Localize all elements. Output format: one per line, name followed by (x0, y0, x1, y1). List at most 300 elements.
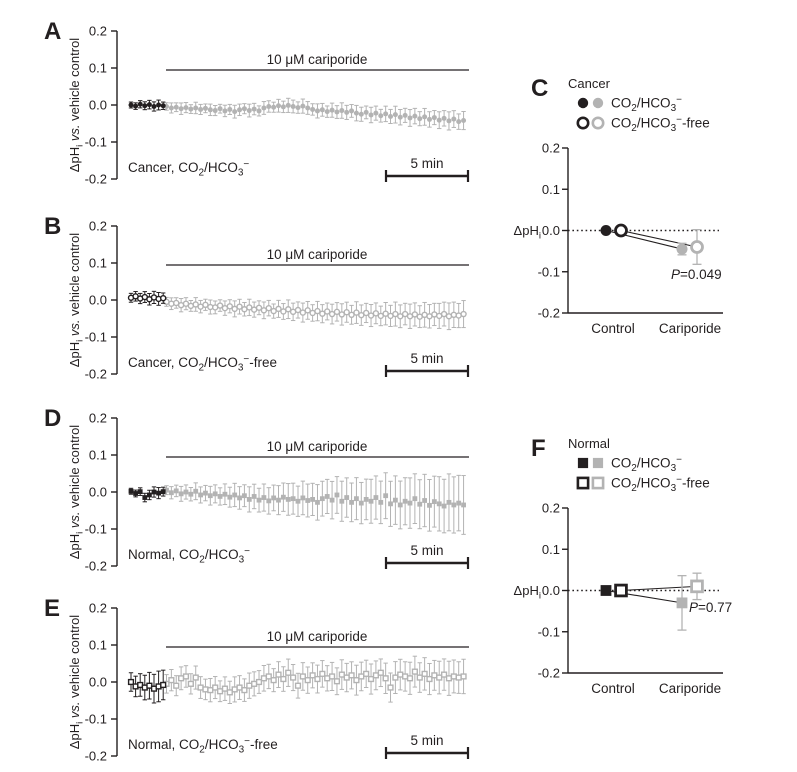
data-point (237, 107, 242, 112)
data-point (310, 497, 315, 502)
data-point (447, 500, 452, 505)
data-point (133, 104, 138, 109)
data-point (291, 675, 296, 680)
data-point (147, 102, 152, 107)
data-point (437, 675, 442, 680)
data-point (374, 495, 379, 500)
data-point (692, 242, 703, 253)
data-point (286, 307, 291, 312)
data-point (325, 109, 330, 114)
data-point (422, 671, 427, 676)
data-point (208, 107, 213, 112)
y-tick-label: -0.1 (84, 521, 107, 537)
data-point (291, 104, 296, 109)
data-point (388, 501, 393, 506)
series-cariporide (164, 297, 466, 329)
data-point (427, 503, 432, 508)
data-point (437, 501, 442, 506)
data-point (320, 107, 325, 112)
data-point (142, 103, 147, 108)
data-point (461, 503, 466, 508)
data-point (295, 307, 300, 312)
data-point (169, 490, 174, 495)
data-point (138, 489, 143, 494)
data-point (374, 673, 379, 678)
data-point (257, 680, 262, 685)
data-point (369, 112, 374, 117)
data-point (388, 114, 393, 119)
data-point (373, 111, 378, 116)
panel-letter: B (44, 213, 62, 240)
data-point (427, 677, 432, 682)
data-point (247, 497, 252, 502)
data-point (315, 500, 320, 505)
data-point (237, 304, 242, 309)
legend-label: $CO_2/HCO_3^-$-free (611, 114, 710, 135)
data-point (422, 114, 427, 119)
data-point (378, 500, 383, 505)
data-point (354, 678, 359, 683)
data-point (227, 495, 232, 500)
data-point (161, 489, 166, 494)
data-point (310, 107, 315, 112)
data-point (257, 305, 262, 310)
data-point (305, 678, 310, 683)
time-scalebar-label: 5 min (410, 351, 444, 366)
data-point (183, 105, 188, 110)
cariporide-label: 10 μM cariporide (266, 439, 368, 454)
y-tick-label: 0.1 (88, 447, 107, 463)
panel-letter: A (44, 18, 62, 45)
data-point (257, 108, 262, 113)
data-point (398, 672, 403, 677)
data-point (305, 498, 310, 503)
y-tick-label: 0.2 (541, 500, 560, 516)
data-point (169, 105, 174, 110)
data-point (252, 107, 257, 112)
data-point (300, 496, 305, 501)
data-point (339, 499, 344, 504)
data-point (398, 503, 403, 508)
data-point (281, 104, 286, 109)
data-point (218, 689, 223, 694)
legend-swatch-gray (593, 98, 603, 108)
y-tick-label: -0.1 (84, 711, 107, 727)
data-point (247, 683, 252, 688)
y-tick-label: 0.0 (88, 484, 107, 500)
p-value-label: P=0.049 (671, 267, 722, 282)
data-point (218, 494, 223, 499)
data-point (315, 677, 320, 682)
data-point (203, 106, 208, 111)
y-tick-label: -0.2 (84, 366, 107, 382)
data-point (442, 504, 447, 509)
panel-f-summary-chart (514, 435, 733, 696)
data-point (320, 671, 325, 676)
legend-swatch-black (578, 98, 588, 108)
series-baseline (129, 291, 166, 305)
data-point (364, 310, 369, 315)
condition-label: Cancer, $CO_2/HCO_3^-$ (128, 158, 250, 179)
data-point (677, 597, 688, 608)
cariporide-label: 10 μM cariporide (266, 629, 368, 644)
panel-letter: C (531, 75, 549, 102)
data-point (359, 674, 364, 679)
data-point (266, 306, 271, 311)
data-point (427, 117, 432, 122)
data-point (247, 108, 252, 113)
data-point (227, 304, 232, 309)
legend-title: Cancer (568, 76, 610, 91)
connector-line (621, 231, 697, 248)
data-point (344, 495, 349, 500)
data-point (203, 491, 208, 496)
series-cariporide (164, 98, 466, 130)
data-point (408, 676, 413, 681)
category-label: Control (591, 681, 635, 696)
legend-swatch-gray (593, 118, 603, 128)
data-point (403, 113, 408, 118)
y-tick-label: 0.1 (541, 181, 560, 197)
y-tick-label: 0.0 (541, 223, 560, 238)
data-point (310, 673, 315, 678)
y-tick-label: 0.1 (88, 637, 107, 653)
panel-d-timecourse-chart (44, 405, 469, 574)
panel-letter: E (44, 595, 61, 622)
data-point (237, 496, 242, 501)
data-point (179, 676, 184, 681)
legend-swatch-black (578, 458, 588, 468)
data-point (286, 497, 291, 502)
data-point (237, 685, 242, 690)
data-point (320, 496, 325, 501)
data-point (138, 102, 143, 107)
y-tick-label: 0.1 (541, 541, 560, 557)
panel-letter: D (44, 405, 62, 432)
data-point (383, 111, 388, 116)
y-axis-title: ΔpH$_i$ vs. vehicle control (67, 614, 86, 750)
data-point (339, 108, 344, 113)
data-point (601, 585, 612, 596)
data-point (213, 108, 218, 113)
data-point (198, 107, 203, 112)
data-point (417, 502, 422, 507)
data-point (344, 110, 349, 115)
data-point (447, 676, 452, 681)
time-scalebar-label: 5 min (410, 543, 444, 558)
panel-letter: F (531, 435, 546, 462)
legend (578, 94, 710, 134)
data-point (412, 669, 417, 674)
data-point (616, 585, 627, 596)
p-value-label: P=0.77 (689, 600, 733, 615)
data-point (286, 670, 291, 675)
data-point (451, 674, 456, 679)
data-point (408, 501, 413, 506)
data-point (364, 110, 369, 115)
data-point (208, 688, 213, 693)
data-point (300, 674, 305, 679)
data-point (344, 310, 349, 315)
data-point (188, 107, 193, 112)
data-point (417, 116, 422, 121)
data-point (232, 493, 237, 498)
time-scalebar-label: 5 min (410, 156, 444, 171)
data-point (378, 670, 383, 675)
data-point (432, 673, 437, 678)
data-point (335, 679, 340, 684)
data-point (213, 491, 218, 496)
data-point (388, 685, 393, 690)
data-point (161, 683, 166, 688)
data-point (315, 108, 320, 113)
connector-line (621, 586, 697, 590)
data-point (129, 489, 134, 494)
y-tick-label: -0.2 (84, 748, 107, 764)
data-point (179, 491, 184, 496)
condition-label: Normal, $CO_2/HCO_3^-$-free (128, 735, 278, 756)
data-point (227, 107, 232, 112)
data-point (203, 687, 208, 692)
data-point (179, 106, 184, 111)
y-tick-label: 0.0 (88, 674, 107, 690)
data-point (184, 674, 189, 679)
y-tick-label: -0.2 (537, 305, 560, 321)
data-point (271, 496, 276, 501)
series-cariporide (164, 473, 466, 535)
data-point (393, 112, 398, 117)
data-point (193, 105, 198, 110)
data-point (276, 498, 281, 503)
data-point (266, 498, 271, 503)
y-tick-label: 0.1 (88, 60, 107, 76)
data-point (349, 108, 354, 113)
data-point (456, 119, 461, 124)
data-point (417, 675, 422, 680)
data-point (398, 115, 403, 120)
legend-swatch-black (578, 478, 588, 488)
data-point (295, 105, 300, 110)
data-point (300, 104, 305, 109)
data-point (218, 303, 223, 308)
data-point (291, 496, 296, 501)
data-point (334, 110, 339, 115)
data-point (325, 309, 330, 314)
data-point (242, 688, 247, 693)
data-point (161, 296, 166, 301)
condition-label: Normal, $CO_2/HCO_3^-$ (128, 545, 250, 566)
y-tick-label: 0.2 (541, 140, 560, 156)
data-point (218, 106, 223, 111)
data-point (129, 103, 134, 108)
data-point (198, 685, 203, 690)
data-point (461, 312, 466, 317)
data-point (305, 308, 310, 313)
data-point (408, 115, 413, 120)
data-point (437, 118, 442, 123)
legend-label: $CO_2/HCO_3^-$-free (611, 474, 710, 495)
data-point (242, 106, 247, 111)
data-point (276, 306, 281, 311)
y-tick-label: 0.2 (88, 410, 107, 426)
data-point (169, 301, 174, 306)
y-tick-label: 0.0 (541, 583, 560, 598)
y-tick-label: 0.2 (88, 600, 107, 616)
data-point (242, 493, 247, 498)
y-axis-title: ΔpH$_i$ vs. vehicle control (67, 424, 86, 560)
data-point (188, 492, 193, 497)
data-point (174, 488, 179, 493)
data-point (364, 497, 369, 502)
y-tick-label: 0.2 (88, 23, 107, 39)
data-point (271, 105, 276, 110)
data-point (451, 117, 456, 122)
data-point (456, 675, 461, 680)
data-point (276, 672, 281, 677)
data-point (271, 678, 276, 683)
data-point (354, 310, 359, 315)
data-point (601, 225, 612, 236)
data-point (257, 498, 262, 503)
data-point (188, 681, 193, 686)
data-point (266, 674, 271, 679)
y-axis-title: ΔpH$_i$ vs. vehicle control (67, 37, 86, 173)
cariporide-label: 10 μM cariporide (266, 247, 368, 262)
y-axis-title: ΔpH$_i$ (513, 583, 541, 602)
panel-e-timecourse-chart (44, 595, 469, 764)
data-point (325, 494, 330, 499)
data-point (198, 493, 203, 498)
data-point (213, 685, 218, 690)
data-point (616, 225, 627, 236)
data-point (677, 244, 688, 255)
y-tick-label: 0.0 (88, 97, 107, 113)
data-point (461, 118, 466, 123)
data-point (383, 676, 388, 681)
panel-b-timecourse-chart (44, 213, 469, 382)
y-tick-label: -0.2 (84, 558, 107, 574)
y-axis-title: ΔpH$_i$ vs. vehicle control (67, 232, 86, 368)
data-point (223, 686, 228, 691)
y-tick-label: 0.1 (88, 255, 107, 271)
panel-a-timecourse-chart (44, 18, 469, 187)
data-point (349, 673, 354, 678)
data-point (383, 493, 388, 498)
legend-swatch-gray (593, 478, 603, 488)
category-label: Cariporide (658, 681, 722, 696)
data-point (169, 678, 174, 683)
y-tick-label: -0.2 (84, 171, 107, 187)
data-point (174, 105, 179, 110)
data-point (156, 103, 161, 108)
data-point (325, 676, 330, 681)
data-point (252, 681, 257, 686)
time-scalebar-label: 5 min (410, 733, 444, 748)
data-point (393, 675, 398, 680)
data-point (296, 683, 301, 688)
data-point (193, 675, 198, 680)
series-cariporide (164, 656, 466, 703)
series-baseline (129, 100, 166, 111)
data-point (339, 672, 344, 677)
data-point (364, 671, 369, 676)
data-point (193, 489, 198, 494)
data-point (262, 676, 267, 681)
data-point (152, 490, 157, 495)
data-point (161, 103, 166, 108)
data-point (461, 674, 466, 679)
data-point (232, 687, 237, 692)
y-tick-label: -0.1 (537, 624, 560, 640)
data-point (262, 495, 267, 500)
data-point (330, 498, 335, 503)
panel-c-summary-chart (514, 75, 723, 336)
data-point (276, 103, 281, 108)
data-point (335, 493, 340, 498)
data-point (222, 108, 227, 113)
series-baseline (129, 487, 166, 502)
data-point (378, 113, 383, 118)
data-point (227, 690, 232, 695)
data-point (330, 674, 335, 679)
data-point (252, 494, 257, 499)
category-label: Control (591, 321, 635, 336)
y-tick-label: -0.2 (537, 665, 560, 681)
legend-swatch-gray (593, 458, 603, 468)
y-tick-label: -0.1 (537, 264, 560, 280)
data-point (266, 104, 271, 109)
y-axis-title: ΔpH$_i$ (513, 223, 541, 242)
data-point (142, 495, 147, 500)
data-point (354, 496, 359, 501)
data-point (692, 581, 703, 592)
legend-title: Normal (568, 436, 610, 451)
data-point (359, 112, 364, 117)
data-point (451, 503, 456, 508)
data-point (184, 490, 189, 495)
data-point (315, 309, 320, 314)
data-point (359, 501, 364, 506)
data-point (432, 499, 437, 504)
data-point (156, 491, 161, 496)
data-point (354, 111, 359, 116)
data-point (349, 500, 354, 505)
data-point (334, 309, 339, 314)
data-point (369, 499, 374, 504)
data-point (456, 501, 461, 506)
data-point (286, 103, 291, 108)
data-point (403, 499, 408, 504)
data-point (412, 114, 417, 119)
data-point (442, 116, 447, 121)
data-point (133, 491, 138, 496)
data-point (330, 108, 335, 113)
data-point (442, 672, 447, 677)
condition-label: Cancer, $CO_2/HCO_3^-$-free (128, 353, 278, 374)
data-point (296, 499, 301, 504)
data-point (432, 115, 437, 120)
data-point (223, 492, 228, 497)
data-point (232, 109, 237, 114)
data-point (422, 498, 427, 503)
series-baseline (129, 670, 166, 703)
data-point (174, 683, 179, 688)
data-point (281, 495, 286, 500)
data-point (147, 493, 152, 498)
data-point (369, 677, 374, 682)
legend-label: $CO_2/HCO_3^-$ (611, 94, 682, 115)
data-point (305, 105, 310, 110)
